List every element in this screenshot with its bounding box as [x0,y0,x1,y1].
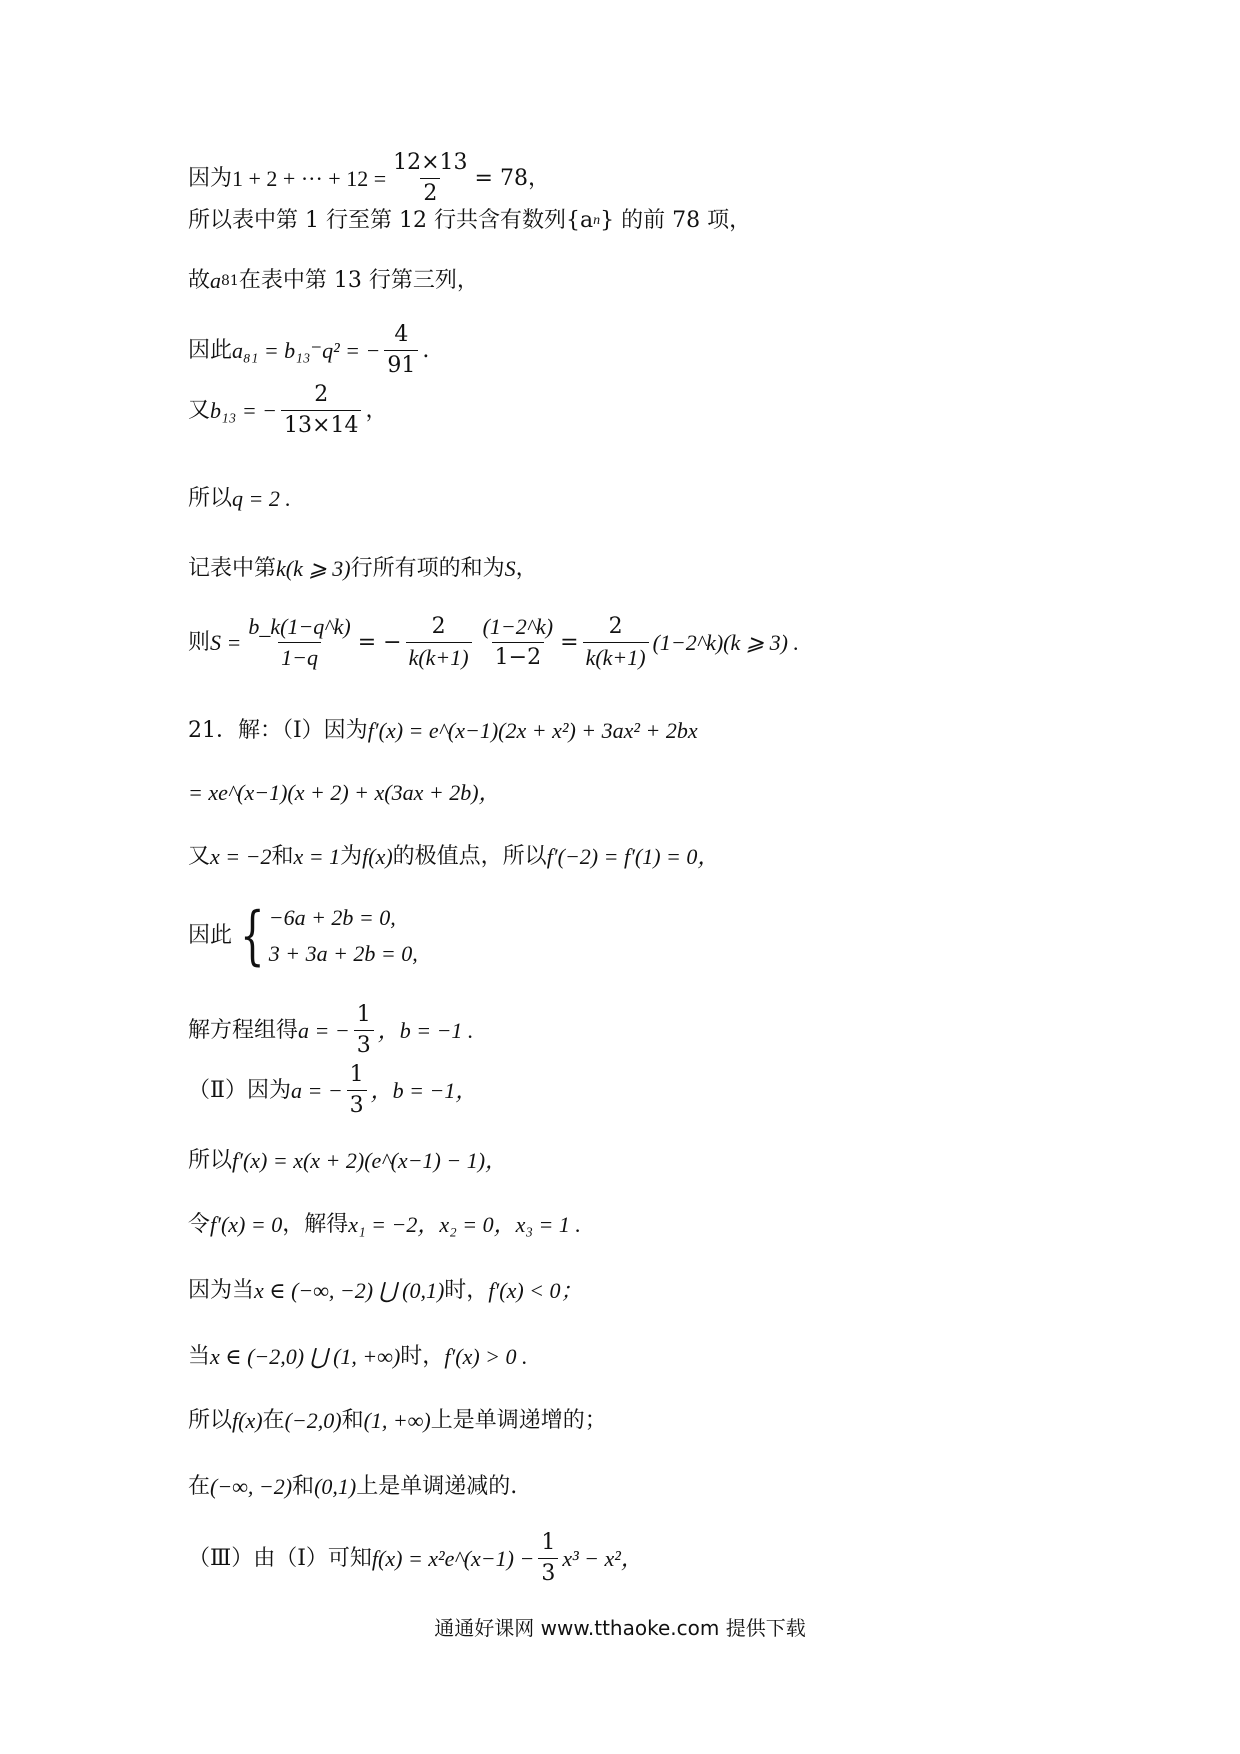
text: 当 [188,1344,211,1369]
fraction [384,320,418,381]
math-expr: f′(x) > 0 . [444,1344,528,1369]
math-expr: f′(x) = 0 [210,1212,283,1237]
equation-1: −6a + 2b = 0, [268,905,396,930]
text: 上是单调递减的. [356,1474,518,1499]
subscript: n [593,213,601,228]
text: 又 [188,844,211,869]
equation-system [232,900,418,972]
math-expr: (0,1) [314,1474,357,1499]
math-expr: x = 1 [293,844,341,869]
line-20 [188,1472,517,1502]
line-1 [188,148,550,209]
text: } 的前 78 项， [600,208,752,233]
math-var: S [504,556,516,581]
math-expr: q = 2 . [232,486,291,511]
fraction-numerator: 12×13 [393,150,468,175]
fraction-denominator: 3 [347,1090,367,1121]
fraction [538,1528,558,1589]
fraction-denominator: 1−q [278,642,321,673]
text: 时， [400,1344,445,1369]
math-expr: f′(−2) = f′(1) = 0， [546,844,720,869]
math-expr: (1−2^k)(k ⩾ 3) . [652,629,800,655]
fraction [406,612,472,673]
text: 上是单调递增的； [430,1408,607,1433]
line-8 [188,612,799,673]
fraction [583,612,649,673]
text: （Ⅲ）由（Ⅰ）可知 [188,1545,372,1571]
fraction [281,380,361,441]
math-expr: a = − [290,1077,343,1103]
text: ， [515,556,538,581]
math-expr: f(x) [232,1408,263,1433]
left-brace: { [240,899,265,973]
math-expr: x ∈ (−2,0) ⋃ (1, +∞) [210,1344,401,1369]
fraction-numerator: 2 [608,614,623,639]
fraction [347,1060,367,1121]
text: 又 [188,397,211,423]
text: 所以 [188,1408,233,1433]
line-2 [188,206,751,236]
text: 令 [188,1212,211,1237]
text: （Ⅱ）因为 [188,1077,291,1103]
fraction [245,612,353,673]
math-expr: f(x) [362,844,393,869]
fraction-denominator: k(k+1) [583,642,649,673]
math-expr: S = [210,629,242,655]
math-expr: = xe^(x−1)(x + 2) + x(3ax + 2b)， [188,780,501,805]
text: 时， [444,1278,489,1303]
text: 所以 [188,486,233,511]
text: . [422,337,430,363]
page-footer: 通通好课网 www.tthaoke.com 提供下载 [434,1616,806,1640]
line-11 [188,842,719,872]
math-expr: (1, +∞) [363,1408,431,1433]
fraction-denominator: 3 [538,1558,558,1589]
text: 行所有项的和为 [350,556,505,581]
math-expr: f′(x) = x(x + 2)(e^(x−1) − 1)， [232,1148,508,1173]
fraction-denominator: 91 [384,350,418,381]
text: 为 [340,844,363,869]
math-expr: (−2,0) [284,1408,342,1433]
fraction-denominator: 3 [354,1030,374,1061]
fraction-numerator: 1 [349,1062,364,1087]
line-13 [188,1000,473,1061]
fraction [480,612,557,673]
math-expr: x = −2 [210,844,272,869]
text: ， [365,397,388,423]
fraction-denominator: 1−2 [492,642,544,673]
line-17 [188,1276,583,1306]
math-expr: ，b = −1 . [377,1017,474,1043]
math-expr: x₁ = −2，x₂ = 0，x₃ = 1 . [348,1212,581,1237]
math-expr: = − [357,629,402,655]
math-expr: x³ − x²， [562,1545,643,1571]
text: 因此 [188,337,233,363]
math-expr: a₈₁ = b₁₃⁻q² = − [232,337,381,363]
text: 因为 [188,165,233,191]
fraction-denominator: 13×14 [281,410,361,441]
math-expr: b₁₃ = − [210,397,278,423]
line-12 [188,900,418,972]
line-4 [188,320,429,381]
math-expr: x ∈ (−∞, −2) ⋃ (0,1) [254,1278,445,1303]
math-var: a [210,268,222,293]
fraction [354,1000,374,1061]
line-16 [188,1210,581,1240]
text: 和 [341,1408,364,1433]
math-expr: f(x) = x²e^(x−1) − [371,1545,535,1571]
math-expr: ，b = −1， [370,1077,478,1103]
fraction-numerator: 1 [541,1530,556,1555]
text: ，解得 [282,1212,349,1237]
text: 解方程组得 [188,1017,299,1043]
line-3 [188,266,479,296]
cases [269,900,418,972]
line-14 [188,1060,477,1121]
text: 和 [292,1474,315,1499]
math-expr: f′(x) < 0； [488,1278,583,1303]
math-expr: a = − [298,1017,350,1043]
math-expr: = 78， [474,165,550,191]
line-10 [188,778,501,808]
fraction-numerator: 2 [314,382,329,407]
fraction-numerator: 2 [431,614,446,639]
line-6 [188,484,291,514]
fraction [390,148,470,209]
line-5 [188,380,387,441]
line-18 [188,1342,528,1372]
text: 故 [188,268,211,293]
text: 则 [188,629,211,655]
text: 在 [262,1408,285,1433]
text: 记表中第 [188,556,277,581]
line-9 [188,716,698,746]
math-expr: (−∞, −2) [210,1474,293,1499]
subscript: 81 [221,273,239,289]
fraction-numerator: 4 [394,322,409,347]
fraction-numerator: 1 [356,1002,371,1027]
text: 所以表中第 1 行至第 12 行共含有数列{a [188,208,594,233]
math-expr: = [560,629,579,655]
text: 因为当 [188,1278,255,1303]
math-expr: f′(x) = e^(x−1)(2x + x²) + 3ax² + 2bx [367,718,698,743]
fraction-denominator: 2 [420,178,440,209]
text: 所以 [188,1148,233,1173]
fraction-numerator: (1−2^k) [482,614,554,639]
equation-2: 3 + 3a + 2b = 0, [268,941,418,966]
fraction-denominator: k(k+1) [406,642,472,673]
line-7 [188,554,538,584]
math-expr: k(k ⩾ 3) [276,556,351,581]
text: 在表中第 13 行第三列， [238,268,479,293]
math-expr: 1 + 2 + ··· + 12 = [232,165,387,191]
line-19 [188,1406,607,1436]
line-21 [188,1528,643,1589]
line-15 [188,1146,507,1176]
text: 因此 [188,923,233,948]
fraction-numerator: b_k(1−q^k) [248,614,351,639]
text: 21．解：（Ⅰ）因为 [188,718,368,743]
text: 和 [271,844,294,869]
text: 在 [188,1474,211,1499]
text: 的极值点，所以 [392,844,547,869]
